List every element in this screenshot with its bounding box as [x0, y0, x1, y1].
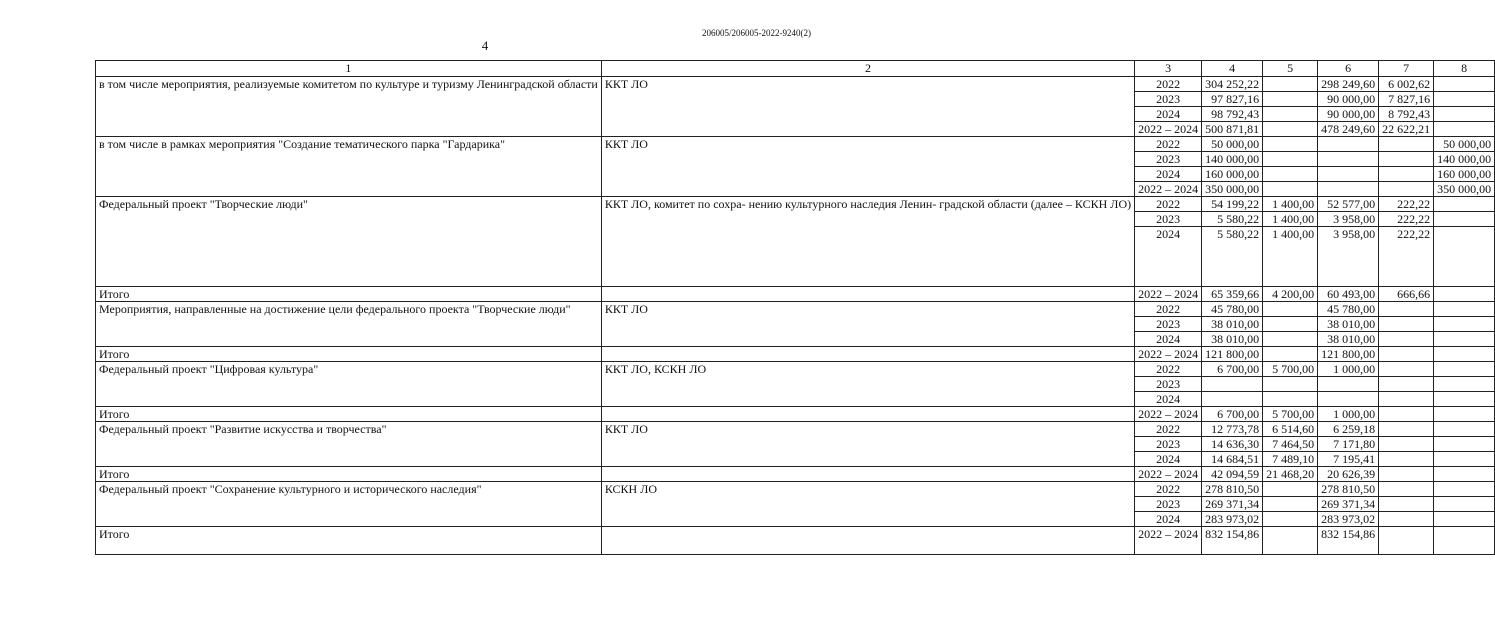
total-label-cell: Итого	[96, 407, 602, 422]
federal-budget-cell	[1263, 302, 1318, 317]
regional-budget-cell: 298 249,60	[1318, 77, 1379, 92]
regional-budget-cell: 52 577,00	[1318, 197, 1379, 212]
total-amount-cell: 14 684,51	[1202, 452, 1263, 467]
measure-description-cell: в том числе в рамках мероприятия "Создание тематического парка "Гардарика"	[96, 137, 602, 197]
year-cell: 2023	[1135, 212, 1202, 227]
other-sources-cell	[1434, 377, 1495, 392]
total-amount-cell: 98 792,43	[1202, 107, 1263, 122]
document-id: 206005/206005-2022-9240(2)	[702, 28, 811, 38]
local-budget-cell: 666,66	[1379, 287, 1434, 302]
total-label-cell: Итого	[96, 467, 602, 482]
year-cell: 2023	[1135, 152, 1202, 167]
other-sources-cell	[1434, 512, 1495, 527]
total-row	[96, 407, 1495, 422]
measure-description-cell: в том числе мероприятия, реализуемые комитетом по культуре и туризму Ленинградской области	[96, 77, 602, 137]
local-budget-cell	[1379, 332, 1434, 347]
federal-budget-cell	[1263, 122, 1318, 137]
total-amount-cell: 50 000,00	[1202, 137, 1263, 152]
other-sources-cell	[1434, 317, 1495, 332]
other-sources-cell	[1434, 287, 1495, 302]
other-sources-cell: 140 000,00	[1434, 152, 1495, 167]
regional-budget-cell: 3 958,00	[1318, 212, 1379, 227]
total-amount-cell: 140 000,00	[1202, 152, 1263, 167]
local-budget-cell	[1379, 302, 1434, 317]
total-label-cell: Итого	[96, 527, 602, 555]
other-sources-cell	[1434, 467, 1495, 482]
local-budget-cell	[1379, 182, 1434, 197]
total-amount-cell: 5 580,22	[1202, 227, 1263, 287]
regional-budget-cell: 1 000,00	[1318, 407, 1379, 422]
responsible-executor-cell	[601, 347, 1134, 362]
regional-budget-cell: 45 780,00	[1318, 302, 1379, 317]
federal-budget-cell	[1263, 392, 1318, 407]
total-amount-cell: 278 810,50	[1202, 482, 1263, 497]
responsible-executor-cell: ККТ ЛО	[601, 77, 1134, 137]
column-header: 5	[1263, 61, 1318, 77]
federal-budget-cell	[1263, 377, 1318, 392]
local-budget-cell	[1379, 362, 1434, 377]
regional-budget-cell: 60 493,00	[1318, 287, 1379, 302]
column-header: 4	[1202, 61, 1263, 77]
total-amount-cell: 350 000,00	[1202, 182, 1263, 197]
table-body	[96, 77, 1495, 555]
other-sources-cell	[1434, 437, 1495, 452]
year-cell: 2024	[1135, 227, 1202, 287]
other-sources-cell	[1434, 302, 1495, 317]
other-sources-cell	[1434, 197, 1495, 212]
federal-budget-cell	[1263, 347, 1318, 362]
year-cell: 2022 – 2024	[1135, 122, 1202, 137]
other-sources-cell	[1434, 392, 1495, 407]
table-row	[96, 302, 1495, 317]
local-budget-cell	[1379, 317, 1434, 332]
responsible-executor-cell	[601, 287, 1134, 302]
total-amount-cell: 304 252,22	[1202, 77, 1263, 92]
budget-table	[95, 60, 1495, 555]
regional-budget-cell	[1318, 182, 1379, 197]
total-amount-cell: 160 000,00	[1202, 167, 1263, 182]
year-cell: 2022	[1135, 77, 1202, 92]
other-sources-cell: 350 000,00	[1434, 182, 1495, 197]
regional-budget-cell: 38 010,00	[1318, 317, 1379, 332]
local-budget-cell	[1379, 467, 1434, 482]
regional-budget-cell	[1318, 392, 1379, 407]
regional-budget-cell: 121 800,00	[1318, 347, 1379, 362]
regional-budget-cell	[1318, 167, 1379, 182]
total-amount-cell: 42 094,59	[1202, 467, 1263, 482]
year-cell: 2022	[1135, 362, 1202, 377]
responsible-executor-cell	[601, 407, 1134, 422]
local-budget-cell	[1379, 512, 1434, 527]
federal-budget-cell	[1263, 527, 1318, 555]
local-budget-cell	[1379, 407, 1434, 422]
federal-budget-cell: 5 700,00	[1263, 407, 1318, 422]
total-amount-cell: 45 780,00	[1202, 302, 1263, 317]
local-budget-cell	[1379, 167, 1434, 182]
column-header: 7	[1379, 61, 1434, 77]
table-row	[96, 482, 1495, 497]
other-sources-cell	[1434, 347, 1495, 362]
year-cell: 2023	[1135, 317, 1202, 332]
year-cell: 2024	[1135, 107, 1202, 122]
year-cell: 2023	[1135, 437, 1202, 452]
other-sources-cell	[1434, 122, 1495, 137]
other-sources-cell	[1434, 107, 1495, 122]
local-budget-cell	[1379, 422, 1434, 437]
local-budget-cell: 22 622,21	[1379, 122, 1434, 137]
total-amount-cell: 12 773,78	[1202, 422, 1263, 437]
federal-budget-cell: 4 200,00	[1263, 287, 1318, 302]
year-cell: 2022	[1135, 197, 1202, 212]
total-amount-cell: 38 010,00	[1202, 317, 1263, 332]
total-amount-cell: 6 700,00	[1202, 362, 1263, 377]
responsible-executor-cell: ККТ ЛО, комитет по сохра- нению культурного наследия Ленин- градской области (далее – КСКН ЛО)	[601, 197, 1134, 287]
year-cell: 2024	[1135, 512, 1202, 527]
column-header: 3	[1135, 61, 1202, 77]
local-budget-cell: 222,22	[1379, 212, 1434, 227]
federal-budget-cell	[1263, 512, 1318, 527]
total-amount-cell: 65 359,66	[1202, 287, 1263, 302]
regional-budget-cell: 90 000,00	[1318, 92, 1379, 107]
total-amount-cell: 500 871,81	[1202, 122, 1263, 137]
total-label-cell: Итого	[96, 287, 602, 302]
column-header: 1	[96, 61, 602, 77]
year-cell: 2022	[1135, 422, 1202, 437]
total-amount-cell: 6 700,00	[1202, 407, 1263, 422]
local-budget-cell	[1379, 452, 1434, 467]
local-budget-cell	[1379, 527, 1434, 555]
total-amount-cell: 283 973,02	[1202, 512, 1263, 527]
regional-budget-cell: 20 626,39	[1318, 467, 1379, 482]
regional-budget-cell: 278 810,50	[1318, 482, 1379, 497]
federal-budget-cell	[1263, 497, 1318, 512]
total-amount-cell: 269 371,34	[1202, 497, 1263, 512]
federal-budget-cell: 7 464,50	[1263, 437, 1318, 452]
other-sources-cell	[1434, 332, 1495, 347]
responsible-executor-cell: ККТ ЛО	[601, 422, 1134, 467]
total-amount-cell: 97 827,16	[1202, 92, 1263, 107]
page-number: 4	[481, 38, 489, 53]
local-budget-cell	[1379, 377, 1434, 392]
federal-budget-cell	[1263, 332, 1318, 347]
table-header	[96, 61, 1495, 77]
regional-budget-cell: 7 195,41	[1318, 452, 1379, 467]
year-cell: 2022 – 2024	[1135, 182, 1202, 197]
total-amount-cell: 5 580,22	[1202, 212, 1263, 227]
local-budget-cell: 6 002,62	[1379, 77, 1434, 92]
year-cell: 2022	[1135, 137, 1202, 152]
responsible-executor-cell	[601, 467, 1134, 482]
measure-description-cell: Федеральный проект "Развитие искусства и творчества"	[96, 422, 602, 467]
responsible-executor-cell: ККТ ЛО	[601, 302, 1134, 347]
measure-description-cell: Федеральный проект "Творческие люди"	[96, 197, 602, 287]
year-cell: 2024	[1135, 332, 1202, 347]
responsible-executor-cell: КСКН ЛО	[601, 482, 1134, 527]
local-budget-cell: 7 827,16	[1379, 92, 1434, 107]
year-cell: 2022 – 2024	[1135, 347, 1202, 362]
local-budget-cell	[1379, 152, 1434, 167]
local-budget-cell	[1379, 137, 1434, 152]
regional-budget-cell	[1318, 137, 1379, 152]
regional-budget-cell	[1318, 152, 1379, 167]
total-row	[96, 347, 1495, 362]
regional-budget-cell	[1318, 377, 1379, 392]
other-sources-cell	[1434, 92, 1495, 107]
total-amount-cell: 832 154,86	[1202, 527, 1263, 555]
regional-budget-cell: 832 154,86	[1318, 527, 1379, 555]
federal-budget-cell: 21 468,20	[1263, 467, 1318, 482]
column-number-row	[96, 61, 1495, 77]
year-cell: 2024	[1135, 167, 1202, 182]
local-budget-cell	[1379, 482, 1434, 497]
local-budget-cell	[1379, 437, 1434, 452]
local-budget-cell: 222,22	[1379, 197, 1434, 212]
total-amount-cell: 38 010,00	[1202, 332, 1263, 347]
other-sources-cell	[1434, 362, 1495, 377]
other-sources-cell: 160 000,00	[1434, 167, 1495, 182]
year-cell: 2024	[1135, 452, 1202, 467]
federal-budget-cell	[1263, 107, 1318, 122]
other-sources-cell	[1434, 407, 1495, 422]
other-sources-cell	[1434, 212, 1495, 227]
other-sources-cell: 50 000,00	[1434, 137, 1495, 152]
other-sources-cell	[1434, 497, 1495, 512]
local-budget-cell	[1379, 392, 1434, 407]
federal-budget-cell	[1263, 317, 1318, 332]
federal-budget-cell	[1263, 137, 1318, 152]
total-amount-cell	[1202, 377, 1263, 392]
federal-budget-cell: 7 489,10	[1263, 452, 1318, 467]
column-header: 2	[601, 61, 1134, 77]
year-cell: 2024	[1135, 392, 1202, 407]
local-budget-cell	[1379, 347, 1434, 362]
other-sources-cell	[1434, 77, 1495, 92]
federal-budget-cell	[1263, 152, 1318, 167]
regional-budget-cell: 269 371,34	[1318, 497, 1379, 512]
federal-budget-cell	[1263, 167, 1318, 182]
year-cell: 2022	[1135, 302, 1202, 317]
year-cell: 2023	[1135, 377, 1202, 392]
federal-budget-cell: 1 400,00	[1263, 227, 1318, 287]
other-sources-cell	[1434, 527, 1495, 555]
measure-description-cell: Федеральный проект "Цифровая культура"	[96, 362, 602, 407]
total-amount-cell: 121 800,00	[1202, 347, 1263, 362]
other-sources-cell	[1434, 422, 1495, 437]
total-label-cell: Итого	[96, 347, 602, 362]
regional-budget-cell: 6 259,18	[1318, 422, 1379, 437]
responsible-executor-cell	[601, 527, 1134, 555]
total-amount-cell: 14 636,30	[1202, 437, 1263, 452]
local-budget-cell: 8 792,43	[1379, 107, 1434, 122]
year-cell: 2022 – 2024	[1135, 287, 1202, 302]
federal-budget-cell: 1 400,00	[1263, 197, 1318, 212]
table-row	[96, 137, 1495, 152]
total-row	[96, 467, 1495, 482]
federal-budget-cell: 1 400,00	[1263, 212, 1318, 227]
measure-description-cell: Мероприятия, направленные на достижение цели федерального проекта "Творческие люди"	[96, 302, 602, 347]
federal-budget-cell	[1263, 77, 1318, 92]
responsible-executor-cell: ККТ ЛО, КСКН ЛО	[601, 362, 1134, 407]
year-cell: 2023	[1135, 92, 1202, 107]
year-cell: 2022 – 2024	[1135, 407, 1202, 422]
table-row	[96, 422, 1495, 437]
regional-budget-cell: 90 000,00	[1318, 107, 1379, 122]
regional-budget-cell: 283 973,02	[1318, 512, 1379, 527]
regional-budget-cell: 38 010,00	[1318, 332, 1379, 347]
total-row	[96, 287, 1495, 302]
measure-description-cell: Федеральный проект "Сохранение культурного и исторического наследия"	[96, 482, 602, 527]
table-row	[96, 362, 1495, 377]
responsible-executor-cell: ККТ ЛО	[601, 137, 1134, 197]
regional-budget-cell: 3 958,00	[1318, 227, 1379, 287]
regional-budget-cell: 478 249,60	[1318, 122, 1379, 137]
regional-budget-cell: 1 000,00	[1318, 362, 1379, 377]
local-budget-cell	[1379, 497, 1434, 512]
year-cell: 2022	[1135, 482, 1202, 497]
column-header: 8	[1434, 61, 1495, 77]
total-amount-cell: 54 199,22	[1202, 197, 1263, 212]
total-row	[96, 527, 1495, 555]
other-sources-cell	[1434, 452, 1495, 467]
federal-budget-cell: 5 700,00	[1263, 362, 1318, 377]
federal-budget-cell: 6 514,60	[1263, 422, 1318, 437]
local-budget-cell: 222,22	[1379, 227, 1434, 287]
federal-budget-cell	[1263, 482, 1318, 497]
federal-budget-cell	[1263, 182, 1318, 197]
year-cell: 2022 – 2024	[1135, 467, 1202, 482]
federal-budget-cell	[1263, 92, 1318, 107]
table-row	[96, 77, 1495, 92]
other-sources-cell	[1434, 482, 1495, 497]
year-cell: 2022 – 2024	[1135, 527, 1202, 555]
regional-budget-cell: 7 171,80	[1318, 437, 1379, 452]
year-cell: 2023	[1135, 497, 1202, 512]
other-sources-cell	[1434, 227, 1495, 287]
column-header: 6	[1318, 61, 1379, 77]
table-row	[96, 197, 1495, 212]
total-amount-cell	[1202, 392, 1263, 407]
